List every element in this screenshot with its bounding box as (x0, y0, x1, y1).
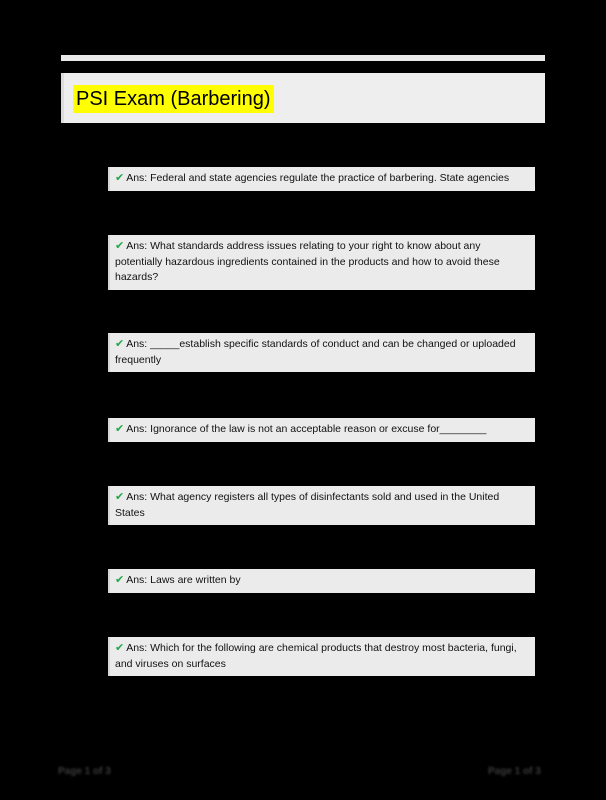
check-icon: ✔ (115, 642, 125, 654)
answer-item-4 (108, 418, 535, 442)
check-icon: ✔ (115, 338, 125, 350)
answer-item-6 (108, 569, 535, 593)
page-title: PSI Exam (Barbering) (73, 85, 274, 113)
answer-item-5 (108, 486, 535, 525)
answer-text: Ans: _____establish specific standards of conduct and can be changed or uploaded frequently (115, 338, 516, 366)
answer-item-1 (108, 167, 535, 191)
footer-left: Page 1 of 3 (58, 766, 111, 777)
answer-item-3 (108, 333, 535, 372)
title-banner (61, 73, 545, 123)
answer-text: Ans: Which for the following are chemical products that destroy most bacteria, fungi, and viruses on surfaces (115, 642, 517, 670)
check-icon: ✔ (115, 172, 125, 184)
check-icon: ✔ (115, 240, 125, 252)
answer-text: Ans: Laws are written by (126, 574, 241, 586)
check-icon: ✔ (115, 574, 125, 586)
check-icon: ✔ (115, 491, 125, 503)
answer-text: Ans: What agency registers all types of disinfectants sold and used in the United States (115, 491, 500, 519)
answer-item-7 (108, 637, 535, 676)
answer-item-2 (108, 235, 535, 290)
check-icon: ✔ (115, 423, 125, 435)
answer-text: Ans: Federal and state agencies regulate the practice of barbering. State agencies (126, 172, 510, 184)
answer-text: Ans: Ignorance of the law is not an acceptable reason or excuse for________ (126, 423, 487, 435)
answer-text: Ans: What standards address issues relating to your right to know about any potentially hazardous ingredients contained in the products and how to avoid these hazards? (115, 240, 500, 284)
footer-right: Page 1 of 3 (488, 766, 541, 777)
top-divider (61, 55, 545, 61)
